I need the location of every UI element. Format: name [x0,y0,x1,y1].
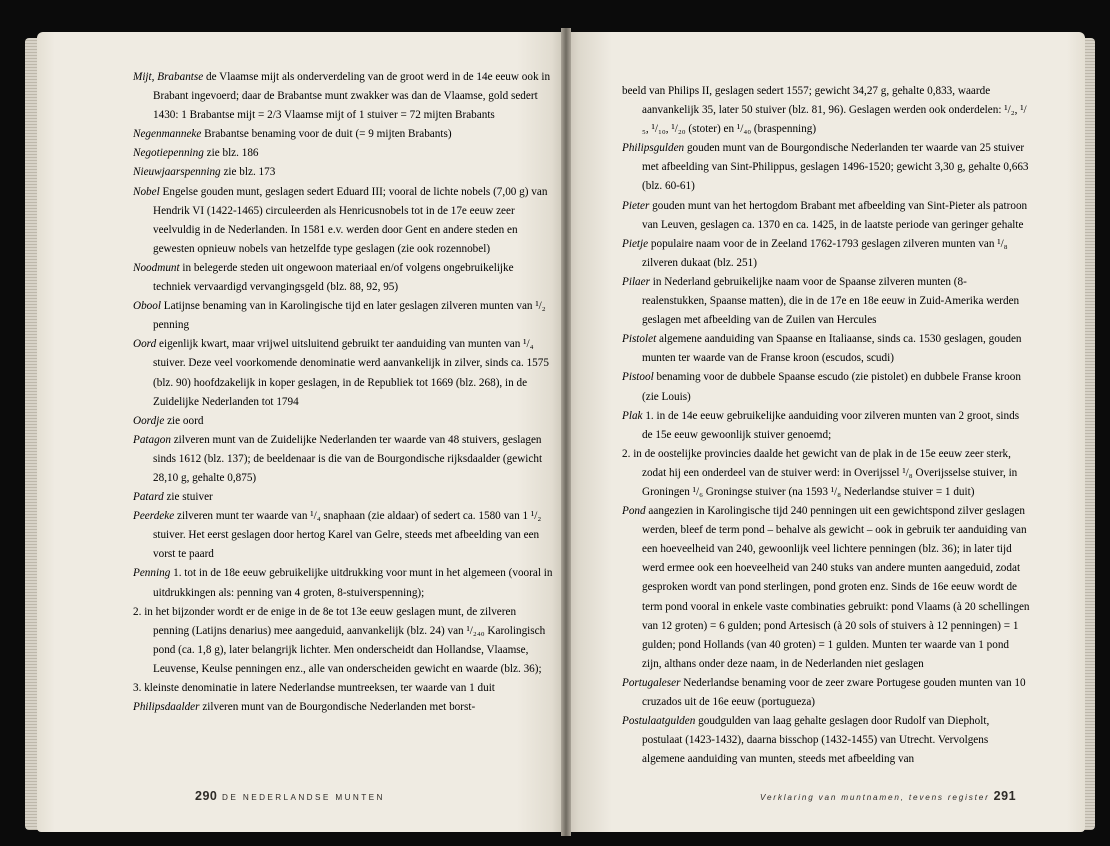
running-title: DE NEDERLANDSE MUNTEN [222,793,385,802]
glossary-entry [133,183,553,259]
glossary-subentry [133,603,553,679]
entry-text: 1. tot in de 18e eeuw gebruikelijke uitdrukking voor munt in het algemeen (vooral in uitdrukkingen als: penning van 4 groten, 8-stuiverspenning); [153,567,553,599]
page-number: 290 [195,789,218,803]
entry-term: Pietje [622,237,649,250]
entry-term: Penning [133,567,171,580]
glossary-entry [622,235,1030,273]
entry-term: Pistolet [622,333,657,346]
glossary-entry [133,259,553,297]
glossary-entry [133,488,553,507]
glossary-entry [622,407,1030,445]
entry-term: Philipsgulden [622,142,685,155]
entry-term: Portugaleser [622,676,681,689]
open-book [25,10,1095,838]
entry-term: Obool [133,300,161,313]
glossary-entry [622,330,1030,368]
entry-term: Pond [622,505,646,518]
entry-text: gouden munt van de Bourgondische Nederlanden ter waarde van 25 stuiver met afbeelding van Sint-Philippus, geslagen 1496-1520; gewicht 3,30 g, gehalte 0,663 (blz. 60-61) [642,142,1029,193]
glossary-entry [622,712,1030,769]
entry-text: de Vlaamse mijt als onderverdeling van de groot werd in de 14e eeuw ook in Brabant ingevoerd; daar de Brabantse munt zwakker was dan de Vlaamse, gold sedert 1430: 1 Brabantse mijt = 2/3 Vlaamse mijt of 1 stuiver = 72 mijten Brabants [153,71,551,122]
glossary-entry [622,273,1030,330]
entry-term: Negotiepenning [133,147,204,160]
glossary-entry [133,163,553,182]
entry-text: zilveren munt ter waarde van ¹/₄ snaphaan (zie aldaar) of sedert ca. 1580 van 1 ¹/₂ stuiver. Het eerst geslagen door hertog Karel van Gelre, steeds met afbeelding van een vorst te paard [153,510,542,561]
entry-text: Brabantse benaming voor de duit (= 9 mijten Brabants) [204,128,452,141]
entry-term: Patard [133,491,164,504]
glossary-entry [622,368,1030,406]
glossary-entry [622,197,1030,235]
entry-term: Oordje [133,414,165,427]
entry-text: Nederlandse benaming voor de zeer zware Portugese gouden munten van 10 cruzados uit de 16e eeuw (portugueza) [642,676,1026,708]
running-title: Verklaring van muntnamen, tevens register [760,793,990,802]
entry-text: 2. in het bijzonder wordt er de enige in de 8e tot 13e eeuw geslagen munt, de zilveren penning (Latijns denarius) mee aangeduid, aanvankelijk (blz. 24) van ¹/₂₄₀ Karolingisch pond (ca. 1,8 g), later belangrijk lichter. Men onderscheidt dan Hollandse, Vlaamse, Leuvense, Keulse penningen enz., alle van onderscheiden gewicht en waarde (blz. 36); [133,605,546,675]
entry-term: Peerdeke [133,510,175,523]
entry-text: aangezien in Karolingische tijd 240 penningen uit een gewichtspond zilver geslagen werden, bleef de term pond – behalve als gewicht – ook in gebruik ter aanduiding van een hoeveelheid van 240, gewoonlijk veel lichtere penningen (blz. 36); in later tijd werd ermee ook een hoeveelheid van 240 stuks van andere munten aangeduid, zodat gesproken wordt van pond sterlingen, pond groten enz. Sinds de 16e eeuw wordt de term pond vooral in enkele vaste combinaties gebruikt: pond Vlaams (à 20 schellingen van 12 groten) = 6 gulden; pond Artesisch (à 20 sols of stuivers à 12 penningen) = 1 gulden; pond Hollands (van 40 groten) = 1 gulden. Munten ter waarde van 1 pond zijn, althans onder deze naam, in de Nederlanden niet geslagen [642,505,1030,670]
entry-term: Oord [133,338,157,351]
entry-term: Mijt, Brabantse [133,71,204,83]
page-number: 291 [993,789,1017,803]
glossary-entry [133,431,553,488]
entry-term: Nobel [133,185,160,198]
entry-term: Pieter [622,199,650,212]
entry-text: Engelse gouden munt, geslagen sedert Eduard III; vooral de lichte nobels (7,00 g) van Hendrik VI (1422-1465) circuleerden als Henricusnobels tot in de 17e eeuw zeer veelvuldig in de Nederlanden. In 1581 e.v. werden door Gent en andere steden en gewesten opnieuw nobels van hetzelfde type geslagen (zie ook rozennobel) [153,185,548,255]
left-page-text [133,68,553,717]
entry-term: Pistool [622,371,654,384]
entry-text: benaming voor de dubbele Spaanse escudo (zie pistolet) en dubbele Franse kroon (zie Louis) [642,371,1021,403]
entry-text: beeld van Philips II, geslagen sedert 1557; gewicht 34,27 g, gehalte 0,833, waarde aanvankelijk 35, later 50 stuiver (blz. 81, 96). Geslagen werden ook onderdelen: ¹/₂, ¹/₅, ¹/₁₀, ¹/₂₀ (stoter) en ¹/₄₀ (braspenning) [622,85,1027,136]
glossary-entry [133,144,553,163]
glossary-entry [133,68,553,125]
entry-text: 2. in de oostelijke provincies daalde het gewicht van de plak in de 15e eeuw zeer sterk, zodat hij een onderdeel van de stuiver werd: in Overijssel ¹/₈ Overijsselse stuiver, in Groningen ¹/₆ Groningse stuiver (na 1593 ¹/₈ Nederlandse stuiver = 1 duit) [622,447,1018,498]
entry-term: Patagon [133,433,171,446]
entry-text: zie oord [167,414,204,427]
right-page-text [622,82,1030,769]
glossary-entry [133,507,553,564]
glossary-subentry [133,679,553,698]
entry-text: Latijnse benaming van in Karolingische tijd en later geslagen zilveren munten van ¹/₂ penning [153,300,546,332]
glossary-entry [133,564,553,602]
glossary-continuation [622,82,1030,139]
entry-text: 1. in de 14e eeuw gebruikelijke aanduiding voor zilveren munten van 2 groot, sinds de 15e eeuw gewoonlijk stuiver genoemd; [642,409,1020,441]
entry-term: Philipsdaalder [133,701,200,714]
glossary-entry [133,125,553,144]
glossary-entry [622,674,1030,712]
entry-text: gouden munt van het hertogdom Brabant met afbeelding van Sint-Pieter als patroon van Leuven, geslagen ca. 1370 en ca. 1425, in de laatste periode van geringer gehalte [642,199,1028,231]
entry-text: 3. kleinste denominatie in latere Nederlandse muntreeksen, ter waarde van 1 duit [133,682,495,694]
entry-text: in Nederland gebruikelijke naam voor de Spaanse zilveren munten (8-realenstukken, Spaanse matten), die in de 17e en 18e eeuw in Zuid-Amerika werden geslagen met afbeelding van de Zuilen van Hercules [642,275,1020,327]
entry-text: zie blz. 186 [206,147,259,160]
entry-text: zie stuiver [166,491,213,504]
folio-right [760,789,1016,803]
glossary-entry [622,139,1030,196]
book-gutter [561,28,571,836]
folio-left [195,789,385,803]
glossary-entry [133,412,553,431]
entry-term: Negenmanneke [133,128,202,141]
entry-term: Plak [622,409,643,422]
entry-term: Postulaatgulden [622,715,696,728]
entry-term: Noodmunt [133,261,180,274]
glossary-entry [133,297,553,335]
entry-text: zilveren munt van de Bourgondische Nederlanden met borst- [202,701,476,714]
entry-text: zie blz. 173 [223,166,276,179]
entry-text: in belegerde steden uit ongewoon materiaal en/of volgens ongebruikelijke techniek vervaardigd vervangingsgeld (blz. 88, 92, 95) [153,261,514,294]
entry-text: zilveren munt van de Zuidelijke Nederlanden ter waarde van 48 stuivers, geslagen sinds 1612 (blz. 137); de beeldenaar is die van de Bourgondische rijksdaalder (gewicht 28,10 g, gehalte 0,875) [153,433,543,484]
entry-text: populaire naam voor de in Zeeland 1762-1793 geslagen zilveren munten van ¹/₈ zilveren dukaat (blz. 251) [642,237,1008,269]
entry-text: algemene aanduiding van Spaanse en Italiaanse, sinds ca. 1530 geslagen, gouden munten ter waarde van de Franse kroon (escudos, scudi) [642,333,1022,365]
glossary-entry [622,502,1030,674]
glossary-entry [133,335,553,411]
entry-term: Nieuwjaarspenning [133,166,221,179]
glossary-subentry [622,445,1030,502]
entry-term: Pilaer [622,275,650,288]
entry-text: eigenlijk kwart, maar vrijwel uitsluitend gebruikt ter aanduiding van munten van ¹/₄ stuiver. Deze veel voorkomende denominatie werd aanvankelijk in zilver, sinds ca. 1575 (blz. 90) hoofdzakelijk in koper geslagen, in de Republiek tot 1669 (blz. 268), in de Zuidelijke Nederlanden tot 1794 [153,338,549,408]
entry-text: goudgulden van laag gehalte geslagen door Rudolf van Diepholt, postulaat (1423-1432), daarna bisschop (1432-1455) van Utrecht. Vervolgens algemene aanduiding van munten, steeds met afbeelding van [642,715,990,766]
glossary-entry [133,698,553,717]
